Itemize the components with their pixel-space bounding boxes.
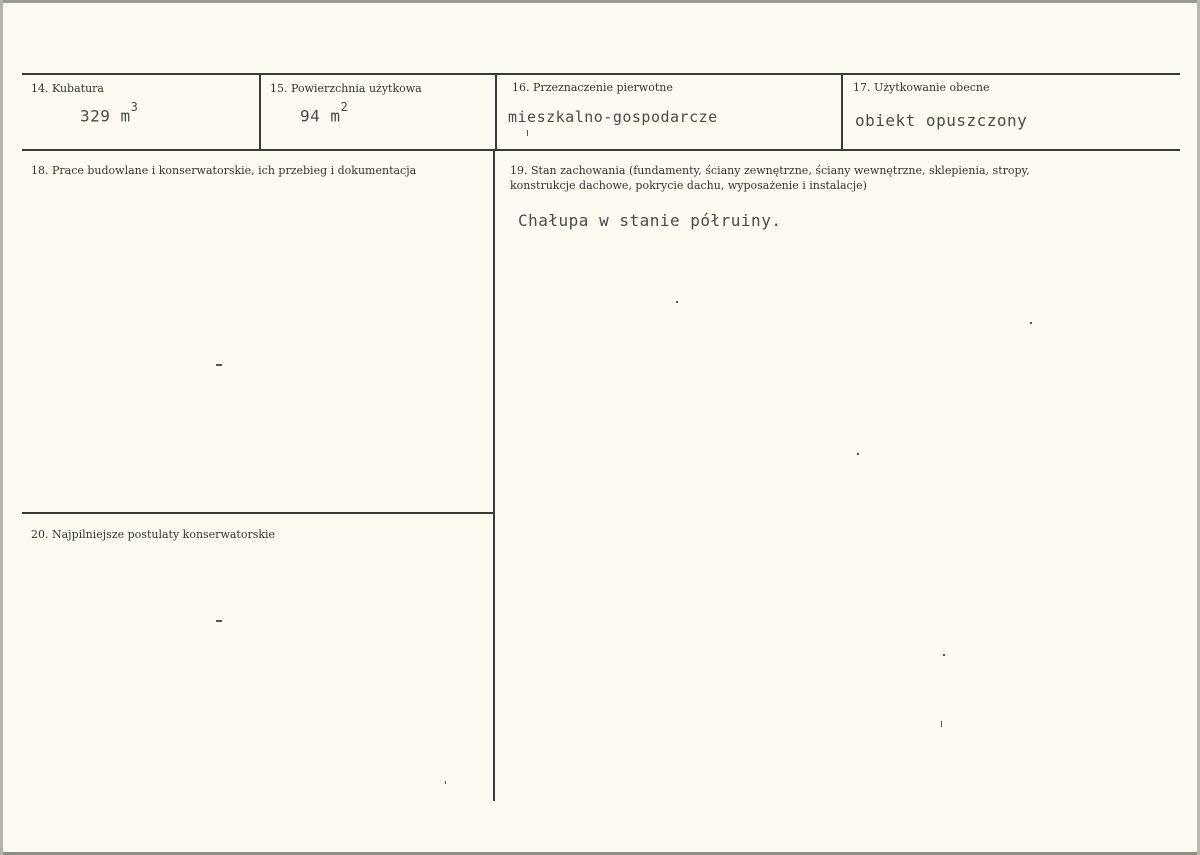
field-17-label: 17. Użytkowanie obecne (853, 81, 990, 94)
field-14-label: 14. Kubatura (31, 82, 104, 95)
field-14-value (80, 100, 139, 126)
scan-speck (527, 130, 528, 136)
field-20-label: 20. Najpilniejsze postulaty konserwatorskie (31, 528, 276, 541)
field-16-value: mieszkalno-gospodarcze (508, 108, 718, 126)
scan-speck (857, 453, 859, 455)
divider-left-right (493, 150, 495, 801)
scan-edge-left (0, 0, 3, 855)
scan-edge-top (0, 0, 1200, 3)
field-18-label: 18. Prace budowlane i konserwatorskie, ich przebieg i dokumentacja (31, 164, 417, 177)
row1-bottom-rule (22, 149, 1180, 151)
scan-speck (216, 364, 222, 366)
field-19-value: Chałupa w stanie półruiny. (518, 211, 782, 230)
field-15-value-text: 94 m (300, 106, 341, 126)
field-15-value-exponent: 2 (340, 100, 349, 114)
field-14-value-text: 329 m (80, 106, 131, 126)
scan-speck (216, 620, 222, 622)
divider-14-15 (259, 74, 261, 150)
field-16-label: 16. Przeznaczenie pierwotne (512, 81, 673, 94)
divider-15-16 (495, 74, 497, 150)
scan-speck (676, 301, 678, 303)
field18-bottom-rule (22, 512, 494, 514)
field-15-value (300, 100, 349, 126)
top-rule (22, 73, 1180, 75)
scan-speck (943, 654, 945, 656)
divider-16-17 (841, 74, 843, 150)
scan-speck (941, 721, 942, 727)
field-17-value: obiekt opuszczony (855, 111, 1028, 130)
field-19-label-line2: konstrukcje dachowe, pokrycie dachu, wyposażenie i instalacje) (510, 179, 867, 192)
scan-speck (1030, 322, 1032, 324)
scan-speck (445, 781, 446, 784)
field-15-label: 15. Powierzchnia użytkowa (270, 82, 422, 95)
field-19-label-line1: 19. Stan zachowania (fundamenty, ściany zewnętrzne, ściany wewnętrzne, sklepienia, stropy, (510, 164, 1030, 177)
field-14-value-exponent: 3 (130, 100, 139, 114)
